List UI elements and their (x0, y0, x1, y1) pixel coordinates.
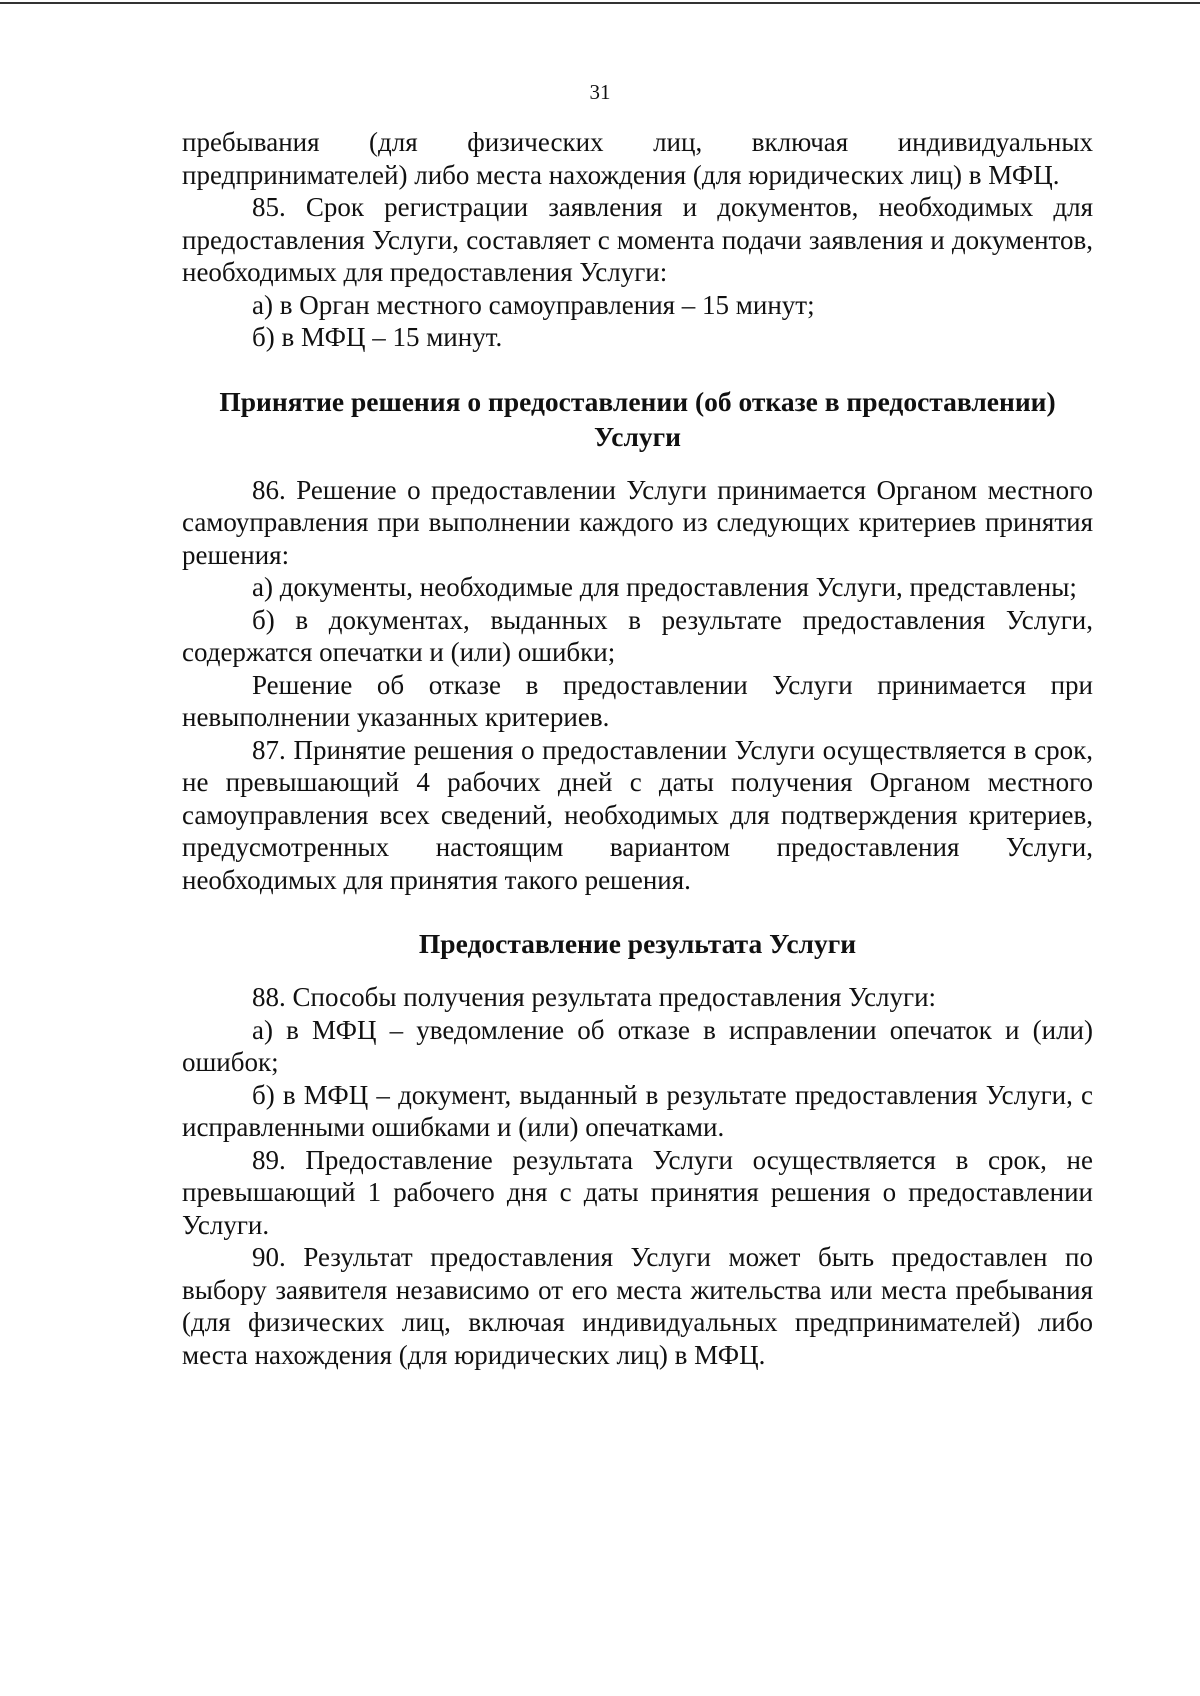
paragraph-89: 89. Предоставление результата Услуги осуществляется в срок, не превышающий 1 рабочего дня с даты принятия решения о предоставлении Услуги. (182, 1144, 1093, 1240)
paragraph-continuation: пребывания (для физических лиц, включая индивидуальных предпринимателей) либо места нахождения (для юридических лиц) в МФЦ. (182, 127, 1093, 190)
section-heading-result: Предоставление результата Услуги (418, 928, 857, 959)
list-item-88b: б) в МФЦ – документ, выданный в результате предоставления Услуги, с исправленными ошибками и (или) опечатками. (182, 1079, 1093, 1142)
top-border-line (0, 2, 1200, 4)
document-body (182, 126, 1093, 1371)
paragraph-88: 88. Способы получения результата предоставления Услуги: (252, 982, 937, 1012)
page-number: 31 (589, 80, 611, 104)
list-item-88a: а) в МФЦ – уведомление об отказе в исправлении опечаток и (или) ошибок; (182, 1014, 1093, 1077)
list-item-86b: б) в документах, выданных в результате предоставления Услуги, содержатся опечатки и (или) ошибки; (182, 604, 1093, 667)
paragraph-90: 90. Результат предоставления Услуги может быть предоставлен по выбору заявителя независимо от его места жительства или места пребывания (для физических лиц, включая индивидуальных предпринимателей) либо места нахождения (для юридических лиц) в МФЦ. (182, 1242, 1093, 1370)
section-heading-decision: Принятие решения о предоставлении (об отказе в предоставлении) Услуги (219, 385, 1056, 452)
list-item-85b: б) в МФЦ – 15 минут. (252, 322, 503, 352)
paragraph-86: 86. Решение о предоставлении Услуги принимается Органом местного самоуправления при выполнении каждого из следующих критериев принятия решения: (182, 474, 1093, 570)
list-item-86a: а) документы, необходимые для предоставления Услуги, представлены; (252, 572, 1077, 602)
paragraph-85: 85. Срок регистрации заявления и документов, необходимых для предоставления Услуги, составляет с момента подачи заявления и документов, необходимых для предоставления Услуги: (182, 192, 1093, 287)
paragraph-87: 87. Принятие решения о предоставлении Услуги осуществляется в срок, не превышающий 4 рабочих дней с даты получения Органом местного самоуправления всех сведений, необходимых для подтверждения критериев, предусмотренных настоящим вариантом предоставления Услуги, необходимых для принятия такого решения. (182, 734, 1093, 895)
paragraph-refusal: Решение об отказе в предоставлении Услуги принимается при невыполнении указанных критериев. (182, 669, 1093, 732)
list-item-85a: а) в Орган местного самоуправления – 15 минут; (252, 289, 815, 320)
